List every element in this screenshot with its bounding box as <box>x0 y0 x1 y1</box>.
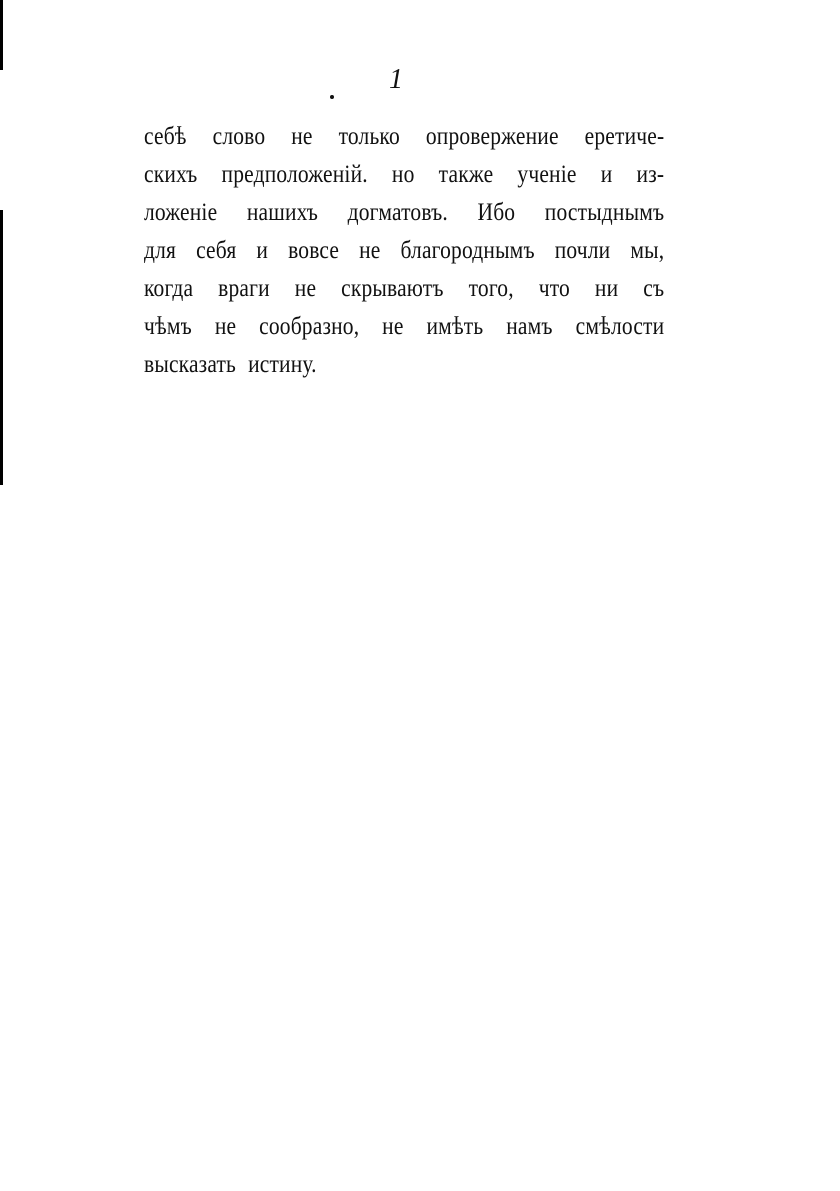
word: не <box>214 313 237 340</box>
word: не <box>359 237 381 264</box>
word: не <box>294 275 317 302</box>
word: съ <box>643 275 665 302</box>
word: не <box>291 123 313 150</box>
text-line <box>144 346 664 384</box>
word: почли <box>554 237 611 264</box>
word: догматовъ. <box>347 199 448 226</box>
word: еретиче- <box>584 123 665 150</box>
word: не <box>382 313 404 340</box>
word: только <box>338 123 400 150</box>
word: ученіе <box>517 161 577 188</box>
word: имѣть <box>426 313 484 340</box>
word: истину. <box>248 351 317 378</box>
scan-tick <box>0 15 3 20</box>
word: когда <box>144 275 194 302</box>
text-line <box>144 232 664 270</box>
word: себѣ <box>144 123 187 150</box>
text-line <box>144 156 664 194</box>
word: враги <box>218 275 270 302</box>
scan-tick <box>0 35 3 40</box>
stray-ink-mark <box>330 95 334 99</box>
text-line <box>144 308 664 346</box>
word: предположеній. <box>221 161 368 188</box>
word: намъ <box>506 313 553 340</box>
word: Ибо <box>477 199 516 226</box>
word: для <box>144 237 177 264</box>
word: высказать <box>144 351 237 378</box>
word: того, <box>468 275 514 302</box>
word: ни <box>594 275 619 302</box>
word: вовсе <box>288 237 340 264</box>
scan-tick <box>0 55 3 60</box>
word: чѣмъ <box>144 313 192 340</box>
word: опровержение <box>425 123 559 150</box>
text-line <box>144 270 664 308</box>
body-text <box>144 118 664 384</box>
word: смѣлости <box>575 313 665 340</box>
word: из- <box>636 161 665 188</box>
word: сообразно, <box>259 313 360 340</box>
word: скрываютъ <box>341 275 444 302</box>
word: себя <box>196 237 237 264</box>
word: и <box>600 161 613 188</box>
scan-edge-middle <box>0 210 3 485</box>
word: благороднымъ <box>400 237 535 264</box>
word: скихъ <box>144 161 198 188</box>
word: но <box>391 161 415 188</box>
text-line <box>144 118 664 156</box>
word: мы, <box>630 237 665 264</box>
word: также <box>438 161 494 188</box>
page-number: 1 <box>389 64 403 95</box>
word: ложеніе <box>144 199 218 226</box>
word: слово <box>212 123 266 150</box>
word: нашихъ <box>246 199 319 226</box>
word: постыднымъ <box>544 199 665 226</box>
text-line <box>144 194 664 232</box>
word: что <box>538 275 570 302</box>
word: и <box>256 237 269 264</box>
